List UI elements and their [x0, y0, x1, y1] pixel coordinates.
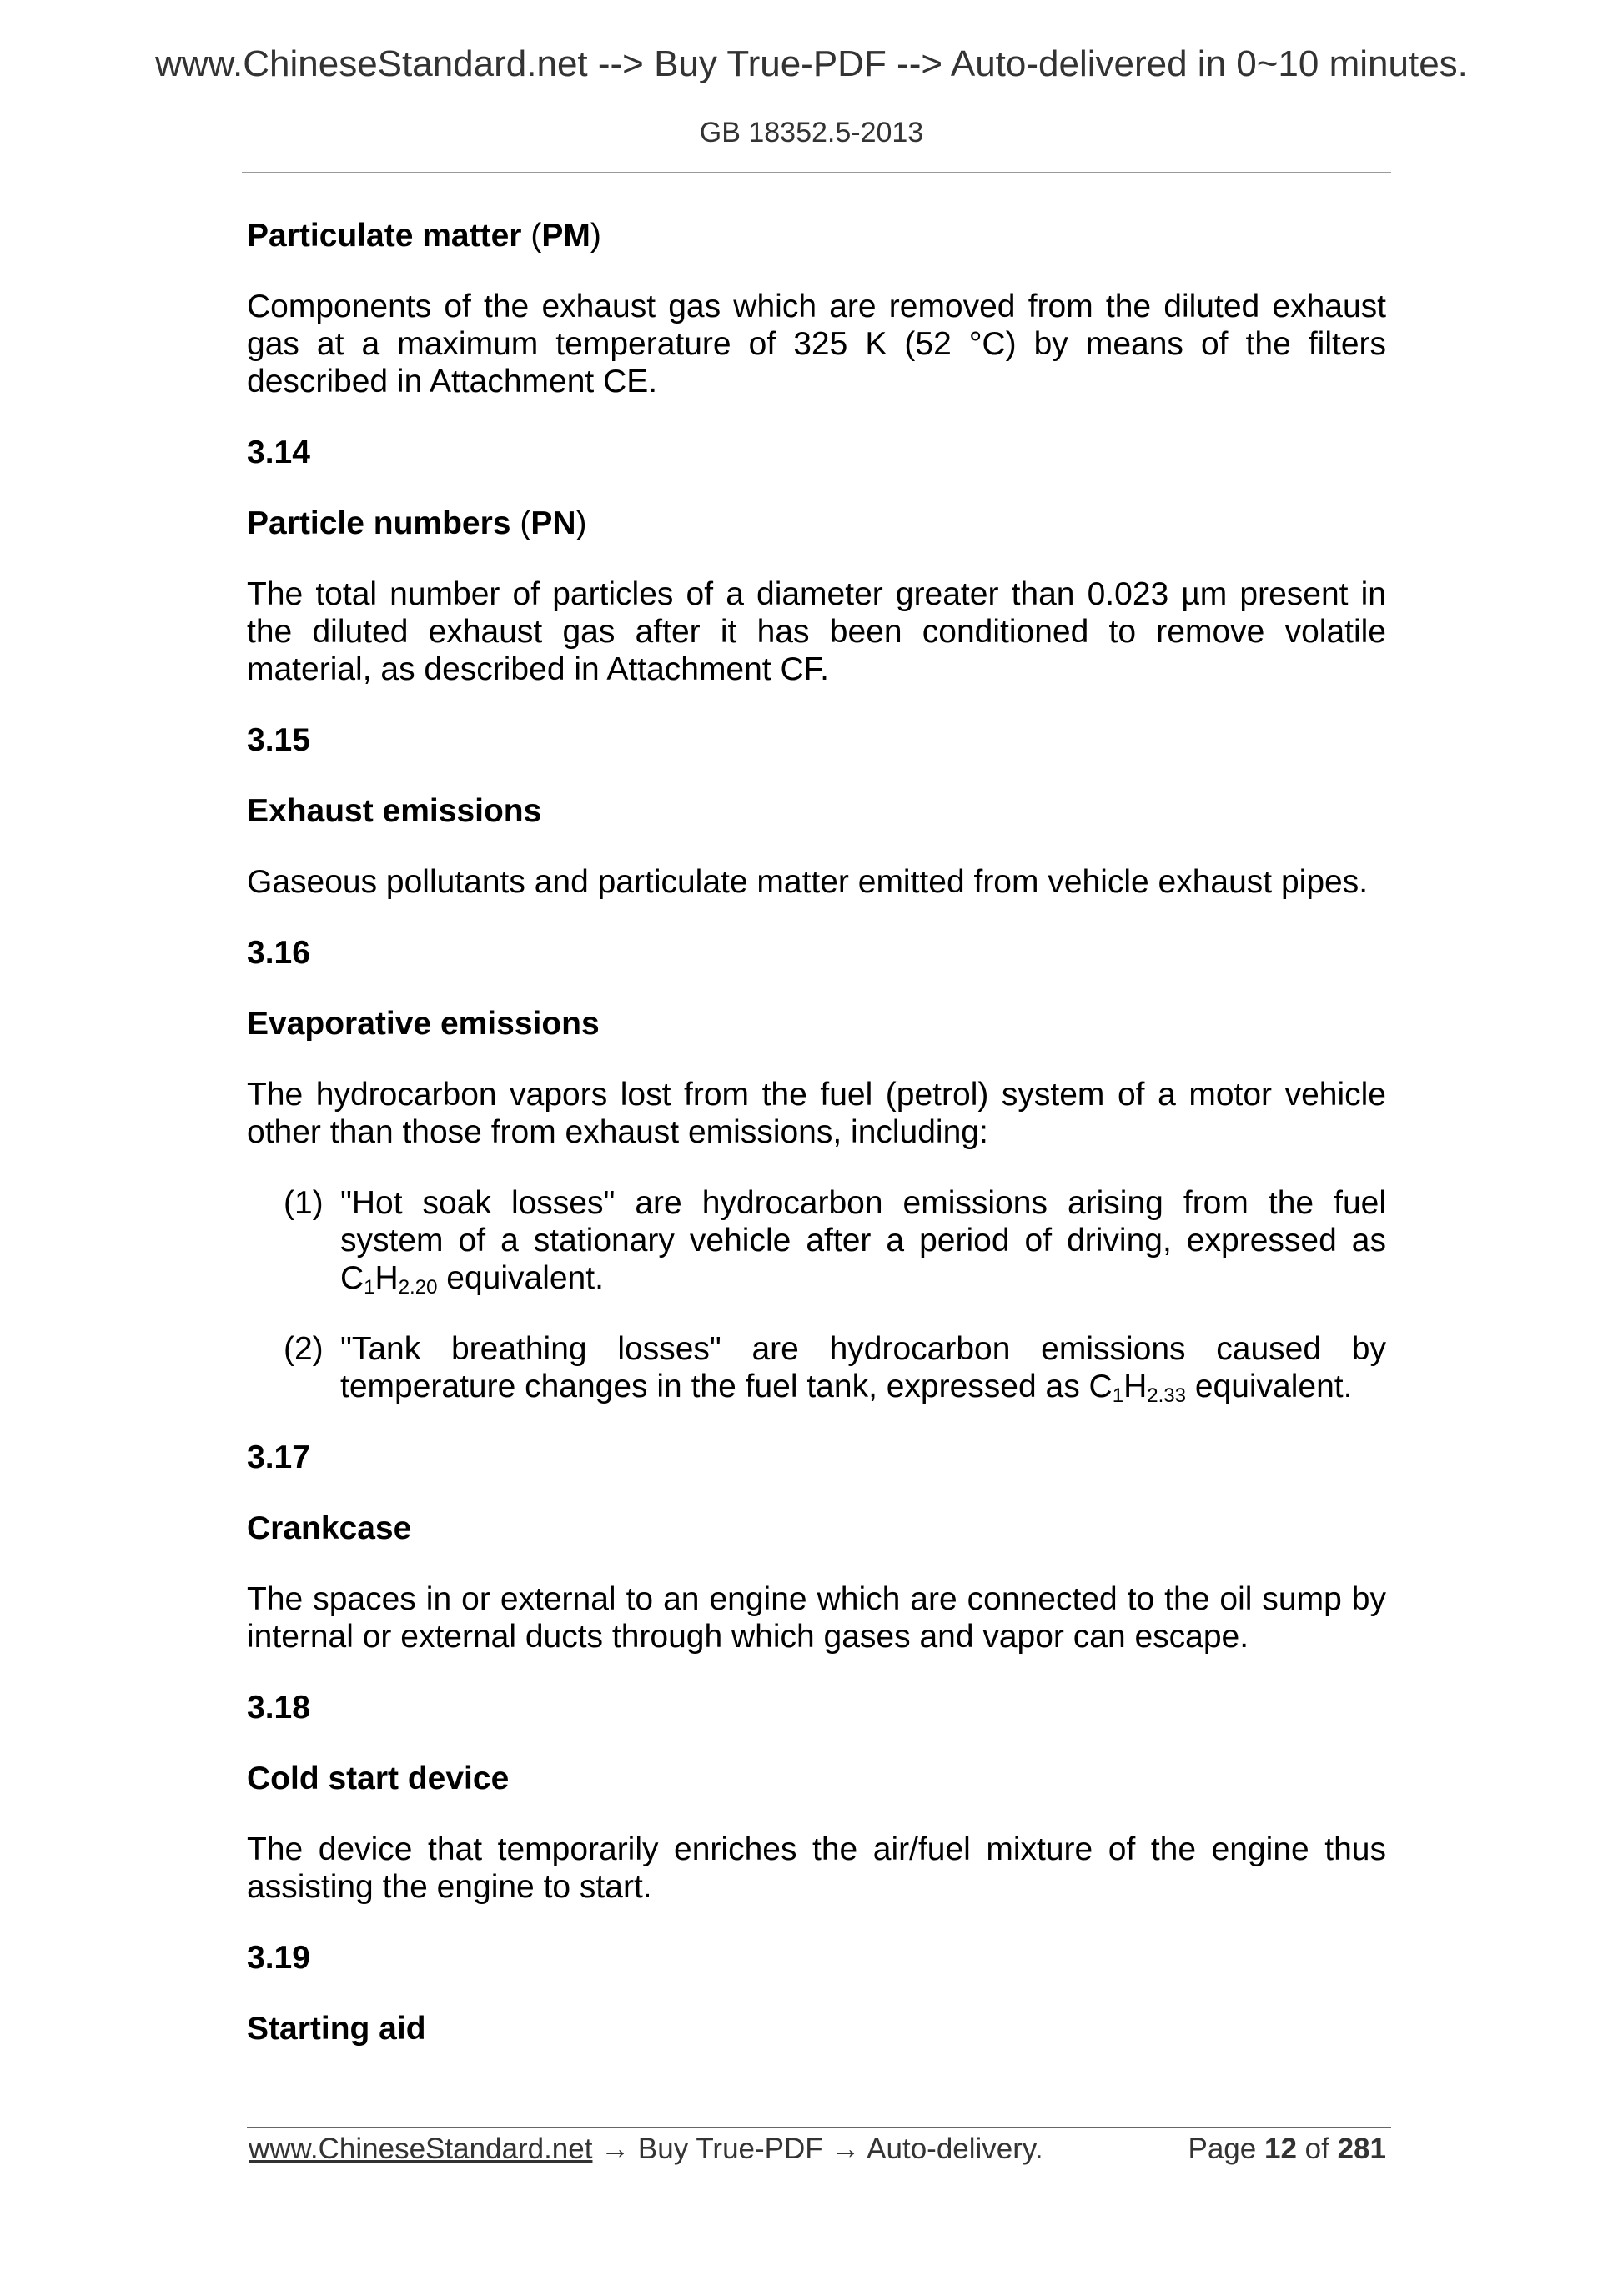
term-exhaust-definition: Gaseous pollutants and particulate matter emitted from vehicle exhaust pipes. — [247, 864, 1369, 900]
page-label: Page — [1188, 2133, 1257, 2165]
header-banner: www.ChineseStandard.net --> Buy True-PDF --> Auto-delivered in 0~10 minutes. — [155, 43, 1468, 84]
formula-sub: 2.20 — [398, 1276, 438, 1299]
section-number: 3.16 — [247, 935, 310, 971]
page-footer — [247, 2133, 1386, 2173]
header-divider — [242, 172, 1391, 173]
formula-sub: 1 — [364, 1276, 375, 1299]
section-number: 3.19 — [247, 1940, 310, 1976]
section-number: 3.14 — [247, 435, 310, 470]
term-crankcase-definition: The spaces in or external to an engine which are connected to the oil sump by internal or external ducts through which gases and vapor can escape. — [247, 1581, 1386, 1655]
list-item-text: "Hot soak losses" are hydrocarbon emissions arising from the fuel system of a stationary vehicle after a period of driving, expressed as — [340, 1185, 1386, 1259]
term-pm-title: Particulate matter — [247, 218, 522, 254]
term-pn-abbr: PN — [530, 505, 576, 541]
term-pn-title: Particle numbers — [247, 505, 511, 541]
list-item — [247, 1330, 1386, 1405]
formula-c: C — [340, 1260, 364, 1296]
term-starting-aid-heading: Starting aid — [247, 2011, 426, 2047]
list-item-number: (1) — [284, 1185, 324, 1221]
formula-h: H — [374, 1260, 399, 1296]
section-number: 3.15 — [247, 722, 310, 758]
list-item-suffix: equivalent. — [1194, 1369, 1353, 1404]
page-indicator — [1188, 2133, 1387, 2166]
total-pages: 281 — [1337, 2133, 1386, 2165]
formula-sub: 2.33 — [1147, 1384, 1186, 1407]
formula-c: C — [1088, 1369, 1113, 1404]
footer-divider — [247, 2127, 1391, 2128]
term-crankcase-heading: Crankcase — [247, 1510, 412, 1546]
list-item-text: "Tank breathing losses" are hydrocarbon emissions caused by temperature changes in the fuel tank, expressed as — [340, 1331, 1386, 1404]
term-evap-heading: Evaporative emissions — [247, 1006, 600, 1042]
document-body — [247, 217, 1386, 2047]
footer-left — [249, 2133, 1043, 2166]
formula-h: H — [1123, 1369, 1148, 1404]
term-pn-heading: Particle numbers (PN) — [247, 505, 587, 541]
standard-code: GB 18352.5-2013 — [699, 117, 924, 148]
section-number: 3.18 — [247, 1690, 310, 1726]
list-item-suffix: equivalent. — [446, 1260, 604, 1296]
term-pm-heading: Particulate matter (PM) — [247, 218, 601, 254]
term-cold-start-definition: The device that temporarily enriches the air/fuel mixture of the engine thus assisting the engine to start. — [247, 1831, 1386, 1905]
term-cold-start-heading: Cold start device — [247, 1761, 510, 1796]
term-pn-definition: The total number of particles of a diameter greater than 0.023 µm present in the diluted exhaust gas after it has been conditioned to remove volatile material, as described in Attachment CF. — [247, 576, 1386, 687]
term-exhaust-heading: Exhaust emissions — [247, 793, 542, 829]
footer-link[interactable]: www.ChineseStandard.net — [249, 2133, 593, 2165]
term-evap-definition: The hydrocarbon vapors lost from the fuel (petrol) system of a motor vehicle other than those from exhaust emissions, including: — [247, 1077, 1386, 1150]
term-pm-definition: Components of the exhaust gas which are removed from the diluted exhaust gas at a maximum temperature of 325 K (52 °C) by means of the filters described in Attachment CE. — [247, 289, 1386, 399]
formula-sub: 1 — [1112, 1384, 1124, 1407]
term-pm-abbr: PM — [541, 218, 590, 254]
of-label: of — [1304, 2133, 1329, 2165]
footer-text: → Buy True-PDF → Auto-delivery. — [600, 2133, 1043, 2165]
list-item-number: (2) — [284, 1331, 324, 1367]
page-number: 12 — [1264, 2133, 1297, 2165]
list-item — [247, 1184, 1386, 1297]
section-number: 3.17 — [247, 1439, 310, 1475]
